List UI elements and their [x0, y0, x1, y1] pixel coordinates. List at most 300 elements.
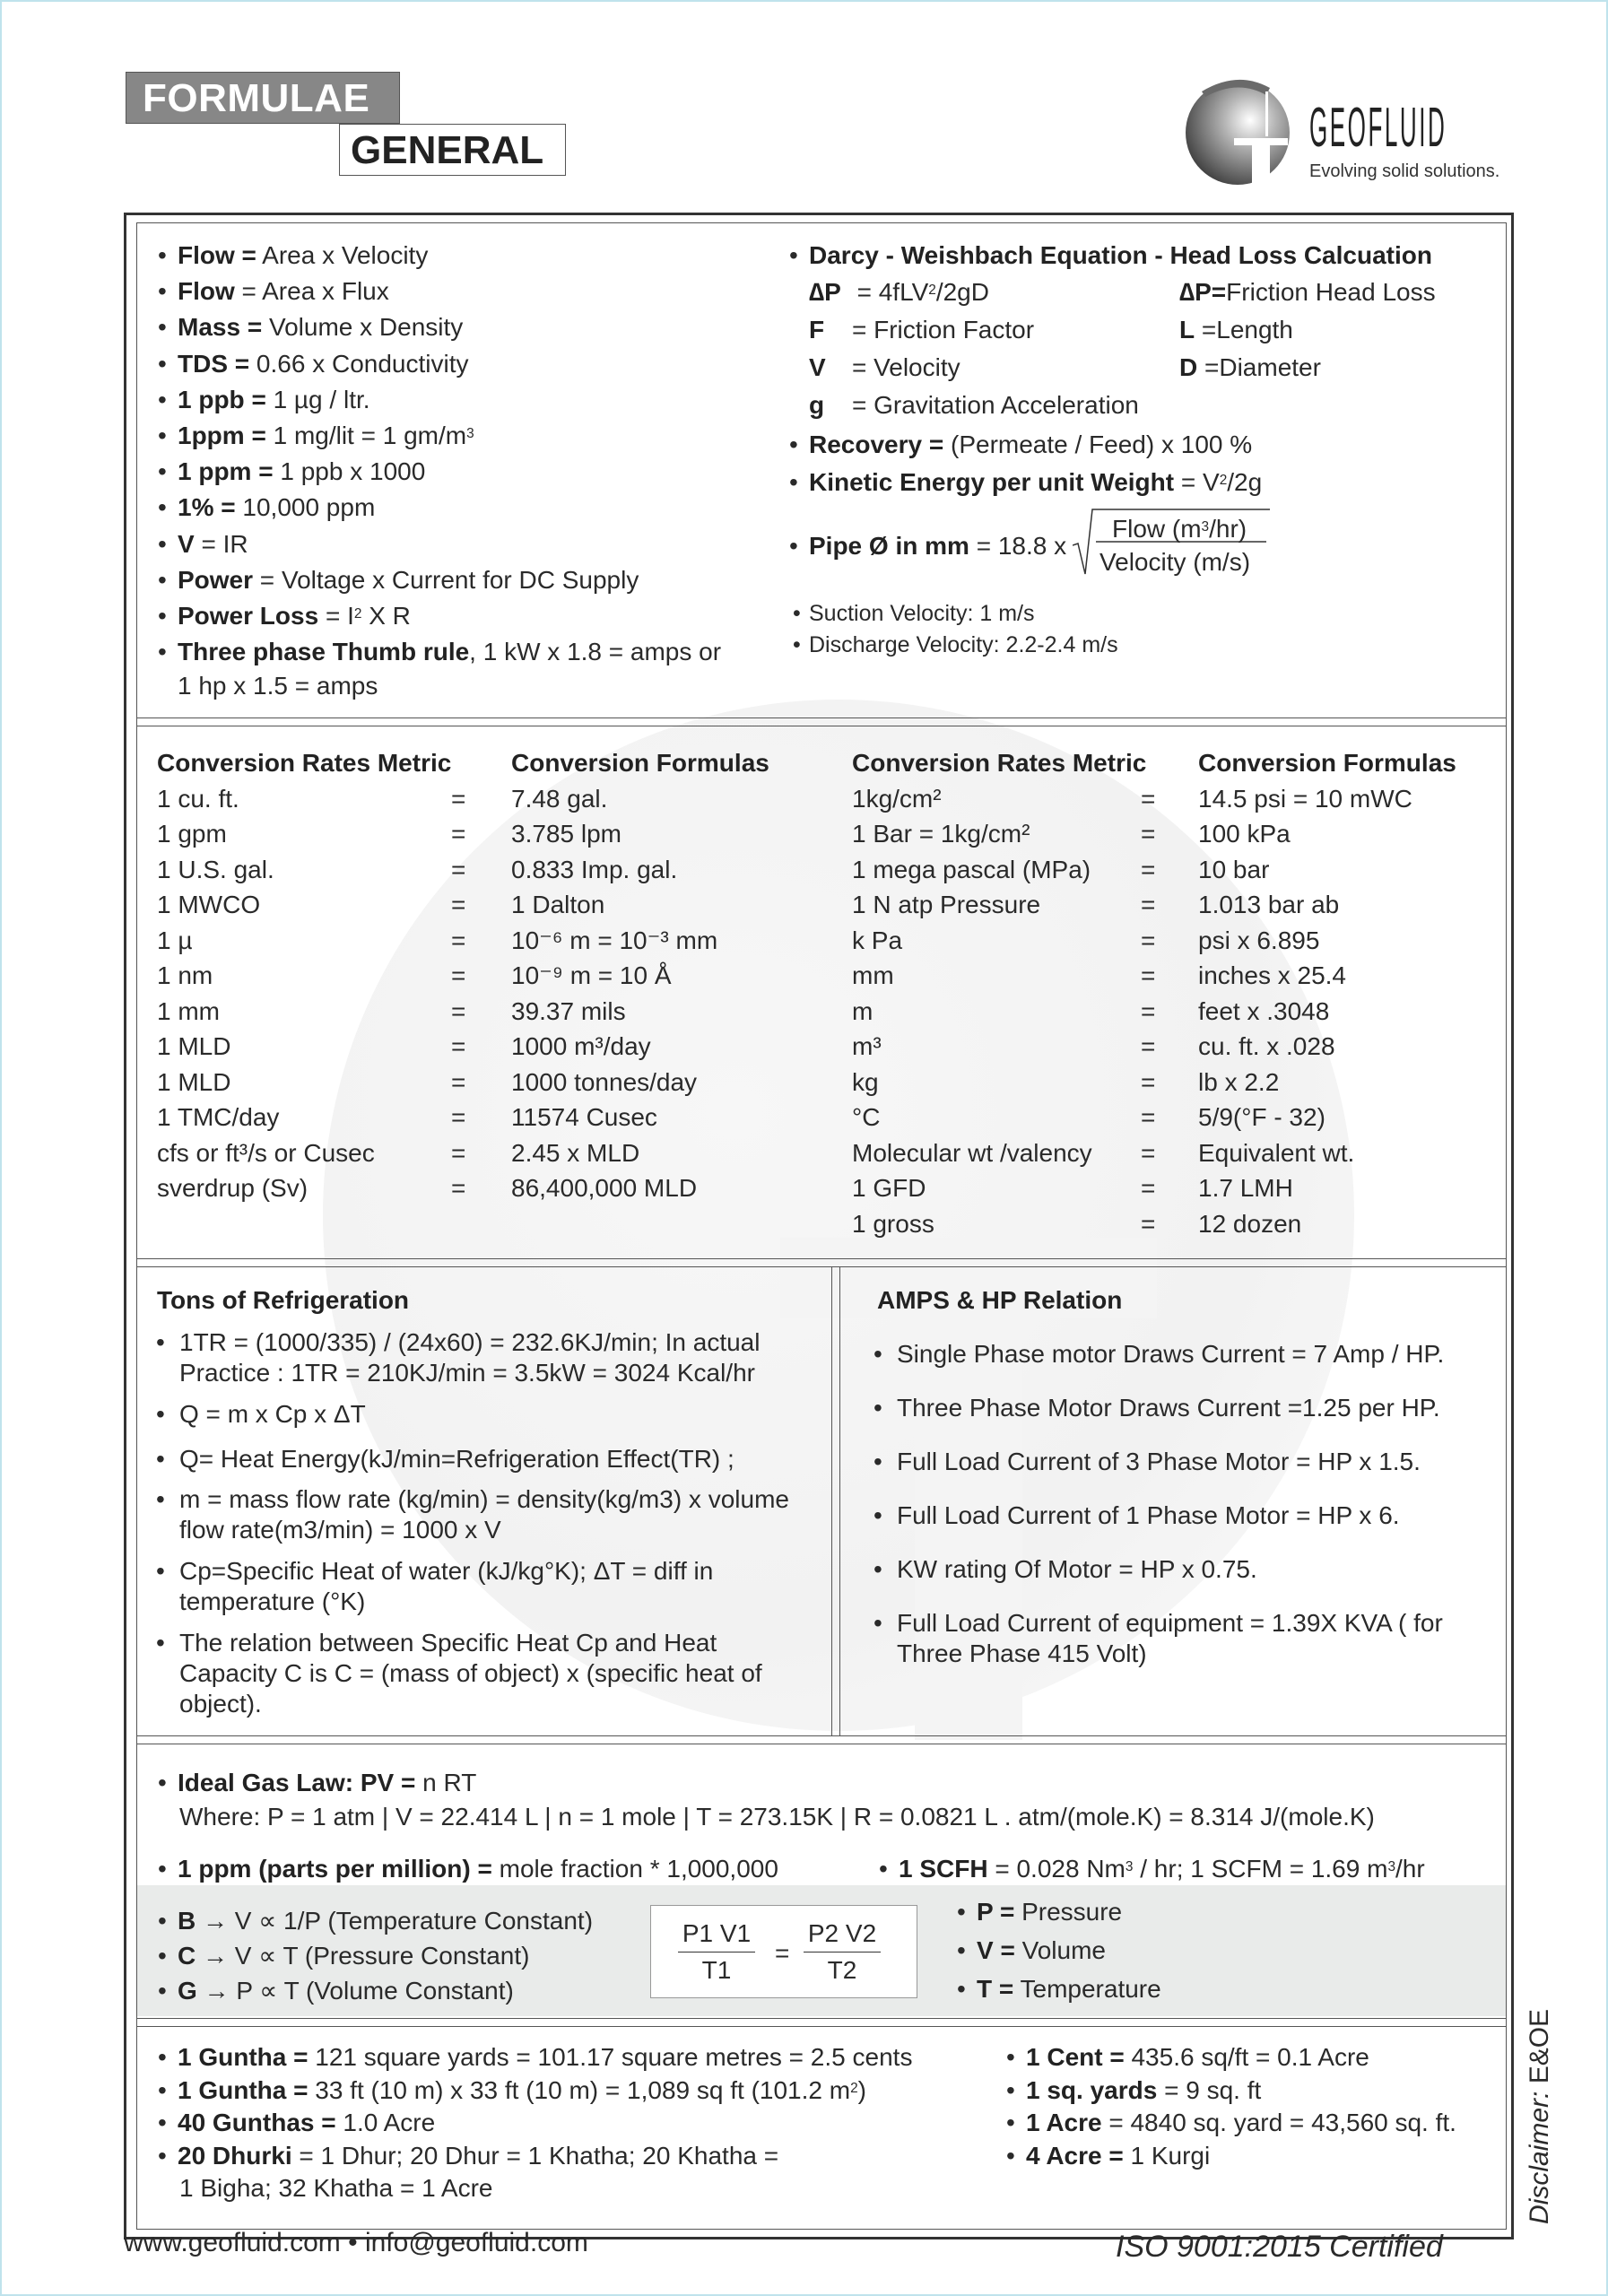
thumb-rule-continuation: 1 hp x 1.5 = amps: [178, 672, 378, 700]
def-text: = Friction Factor: [852, 316, 1035, 344]
unit-cell: °C: [852, 1103, 881, 1131]
refrigeration-item: [156, 1628, 807, 1719]
legend-symbol: P =: [977, 1898, 1015, 1926]
value-cell: 39.37 mils: [511, 996, 626, 1025]
unit-cell: kg: [852, 1067, 879, 1096]
bullet: •: [789, 468, 798, 496]
formula-line: [1006, 2074, 1261, 2107]
item-text: Full Load Current of 3 Phase Motor = HP x 1.5.: [897, 1448, 1421, 1475]
fraction-right: [804, 1919, 881, 1985]
value-cell: 1.7 LMH: [1198, 1174, 1293, 1202]
kinetic-energy-formula: [789, 465, 1262, 500]
disclaimer-label: Disclaimer:: [1525, 2091, 1554, 2224]
darcy-equation-after: /2gD: [935, 278, 989, 306]
numerator: P1 V1: [678, 1919, 755, 1952]
geofluid-logo-icon: [1184, 72, 1300, 188]
darcy-equation-main: = 4fLV: [856, 278, 929, 306]
table-row: [157, 852, 785, 888]
superscript: 3: [1387, 1859, 1395, 1874]
superscript: 3: [1201, 519, 1210, 535]
legend-text: Pressure: [1014, 1898, 1123, 1926]
equals-sign: =: [451, 1067, 466, 1096]
table-row: [157, 1065, 785, 1100]
bullet: •: [156, 1557, 165, 1585]
formula-label: Mass =: [178, 313, 263, 342]
law-letter: B: [178, 1907, 196, 1935]
table-row: [852, 1206, 1480, 1242]
bullet: •: [158, 457, 167, 486]
bullet: •: [158, 493, 167, 522]
footer-contact: www.geofluid.com • info@geofluid.com: [124, 2228, 588, 2257]
pipe-denominator: Velocity (m/s): [1100, 548, 1251, 576]
formula-label: Flow =: [178, 241, 256, 269]
item-text: Q= Heat Energy(kJ/min=Refrigeration Effect(TR) ;: [179, 1445, 734, 1473]
darcy-def-left: [809, 387, 1139, 423]
disclaimer: [1525, 2009, 1555, 2224]
table-row: [852, 994, 1480, 1030]
value-cell: lb x 2.2: [1198, 1067, 1280, 1096]
legend-text: Volume: [1014, 1936, 1106, 1964]
formula-line: [1006, 2107, 1456, 2139]
formula-value: 0.66 x Conductivity: [249, 349, 469, 378]
table-header: [157, 745, 785, 781]
bullet: •: [874, 1448, 882, 1475]
darcy-equation: [809, 274, 989, 310]
equals-sign: =: [1141, 1138, 1156, 1167]
law-text: → V ∝ 1/P (Temperature Constant): [196, 1907, 594, 1935]
darcy-def-left: [809, 350, 960, 386]
bullet: •: [879, 1855, 888, 1883]
formula-label: 1 sq. yards: [1026, 2075, 1158, 2104]
table-row: [852, 887, 1480, 923]
value-cell: 14.5 psi = 10 mWC: [1198, 784, 1412, 813]
bullet: •: [957, 1936, 966, 1964]
bullet: •: [156, 1485, 165, 1513]
formula-line: [158, 2107, 435, 2139]
unit-cell: m: [852, 996, 874, 1025]
suction-velocity: [793, 598, 1035, 629]
amps-item: [874, 1608, 1498, 1669]
def-symbol: V: [809, 353, 826, 381]
equals-sign: =: [1141, 996, 1156, 1025]
bullet: •: [158, 1907, 167, 1935]
formula-line: [1006, 2041, 1369, 2074]
bullet: •: [158, 2141, 167, 2170]
formula-line: [158, 238, 428, 274]
equals-sign: =: [1141, 926, 1156, 954]
formula-line: [158, 490, 375, 526]
law-letter: C: [178, 1942, 196, 1970]
table-row: [852, 1135, 1480, 1171]
refrigeration-item: [156, 1444, 807, 1474]
def-text: = Velocity: [852, 353, 960, 381]
equals-sign: =: [1141, 891, 1156, 918]
unit-cell: 1 cu. ft.: [157, 784, 239, 813]
amps-item: [874, 1393, 1498, 1423]
column-header-rates: Conversion Rates Metric: [852, 749, 1147, 777]
bullet: •: [158, 2075, 167, 2104]
numerator: P2 V2: [804, 1919, 881, 1952]
formula-value: , 1 kW x 1.8 = amps or: [469, 638, 722, 666]
value-cell: 5/9(°F - 32): [1198, 1103, 1326, 1131]
value-cell: 10⁻⁹ m = 10 Å: [511, 961, 672, 989]
bullet: •: [874, 1501, 882, 1529]
table-row: [157, 958, 785, 994]
def-symbol: D: [1179, 353, 1198, 381]
unit-cell: 1 mm: [157, 996, 220, 1025]
value-cell: 10 bar: [1198, 855, 1270, 883]
table-row: [852, 816, 1480, 852]
equals-sign: =: [451, 784, 466, 813]
table-header: [852, 745, 1480, 781]
amps-item: [874, 1500, 1498, 1531]
formula-value: Area x Velocity: [256, 241, 429, 269]
value-cell: 86,400,000 MLD: [511, 1174, 698, 1202]
table-row: [157, 887, 785, 923]
bullet: •: [158, 2043, 167, 2071]
equals-sign: =: [451, 1103, 466, 1131]
velocity-text: Suction Velocity: 1 m/s: [809, 601, 1035, 626]
ideal-gas-law: [158, 1765, 476, 1801]
bullet: •: [874, 1609, 882, 1637]
def-text: =Diameter: [1197, 353, 1321, 381]
darcy-def-right: [1179, 274, 1436, 310]
section-divider: [136, 2018, 1507, 2027]
equals-sign: =: [1141, 855, 1156, 883]
table-row: [852, 1065, 1480, 1100]
item-text: 1TR = (1000/335) / (24x60) = 232.6KJ/min; In actual Practice : 1TR = 210KJ/min = 3.5kW = 3024 Kcal/hr: [179, 1328, 761, 1387]
value-cell: 1000 tonnes/day: [511, 1067, 698, 1096]
amps-item: [874, 1339, 1498, 1370]
fraction-left: [678, 1919, 755, 1985]
formula-value: 1 Kurgi: [1123, 2141, 1211, 2170]
formula-line: [158, 454, 425, 490]
bullet: •: [156, 1400, 165, 1428]
bullet: •: [874, 1394, 882, 1422]
gas-legend-line: [957, 1933, 1106, 1969]
formula-line: [158, 2140, 778, 2172]
law-letter: G: [178, 1977, 197, 2005]
unit-cell: 1 GFD: [852, 1174, 926, 1202]
equals-sign: =: [451, 820, 466, 848]
bullet: •: [158, 1855, 167, 1883]
bullet: •: [158, 565, 167, 594]
formula-line: [158, 2074, 866, 2107]
table-row: [157, 923, 785, 959]
formula-value: 1.0 Acre: [335, 2109, 436, 2136]
unit-cell: 1 µ: [157, 926, 193, 954]
formula-value-after: ): [857, 2075, 866, 2104]
value-cell: 1.013 bar ab: [1198, 891, 1340, 918]
item-text: The relation between Specific Heat Cp and Heat Capacity C is C = (mass of object) x (specific heat of object).: [179, 1629, 762, 1718]
formula-line: [158, 309, 463, 345]
formula-value: Volume x Density: [262, 313, 464, 342]
table-row: [157, 816, 785, 852]
darcy-def-right: [1179, 350, 1321, 386]
def-symbol: F: [809, 316, 825, 344]
table-row: [157, 994, 785, 1030]
formula-value: = 9 sq. ft: [1157, 2075, 1262, 2104]
formula-label: 1 SCFH: [899, 1855, 988, 1883]
equals-sign: =: [1141, 1032, 1156, 1060]
formula-label: 1 ppm =: [178, 457, 274, 486]
value-cell: 0.833 Imp. gal.: [511, 855, 678, 883]
unit-cell: 1 gpm: [157, 820, 227, 848]
table-row: [157, 1029, 785, 1065]
table-row: [852, 923, 1480, 959]
ppm-mole-fraction: [158, 1851, 778, 1887]
value-cell: cu. ft. x .028: [1198, 1032, 1335, 1060]
formula-value: 121 square yards = 101.17 square metres = 2.5 cents: [308, 2043, 913, 2071]
value-cell: psi x 6.895: [1198, 926, 1320, 954]
formula-value: = 18.8 x: [969, 532, 1067, 560]
formula-label: V: [178, 529, 195, 558]
formula-label: 4 Acre =: [1026, 2141, 1124, 2170]
darcy-def-left: [809, 312, 1034, 348]
equals-sign: =: [1141, 1174, 1156, 1202]
def-text: = Gravitation Acceleration: [852, 391, 1139, 419]
iso-certification: ISO 9001:2015 Certified: [1116, 2230, 1443, 2264]
formula-label: 1 ppm (parts per million) =: [178, 1855, 492, 1883]
brand-name: GEOFLUID: [1309, 97, 1447, 159]
refrigeration-item: [156, 1327, 807, 1388]
value-cell: feet x .3048: [1198, 996, 1330, 1025]
bullet: •: [158, 1942, 167, 1970]
title-tag-formulae: FORMULAE: [126, 72, 400, 124]
formula-label: 20 Dhurki: [178, 2141, 292, 2170]
table-row: [157, 1170, 785, 1206]
unit-cell: 1 nm: [157, 961, 213, 989]
formula-value: = 0.028 Nm: [987, 1855, 1126, 1883]
unit-cell: 1 MWCO: [157, 891, 261, 918]
recovery-formula: [789, 427, 1252, 463]
gas-legend-line: [957, 1971, 1161, 2007]
def-text: =Length: [1195, 316, 1293, 344]
formula-line: [158, 562, 639, 598]
bullet: •: [158, 2109, 167, 2136]
gas-law-line: [158, 1973, 514, 2009]
unit-cell: 1 N atp Pressure: [852, 891, 1041, 918]
formula-line: [158, 382, 370, 418]
gas-law-line: [158, 1903, 593, 1939]
unit-cell: cfs or ft³/s or Cusec: [157, 1138, 375, 1167]
superscript: 2: [353, 606, 362, 622]
unit-cell: sverdrup (Sv): [157, 1174, 309, 1202]
item-text: Cp=Specific Heat of water (kJ/kg°K); ΔT = diff in temperature (°K): [179, 1557, 714, 1615]
formula-label: TDS =: [178, 349, 250, 378]
superscript: 2: [850, 2080, 858, 2096]
table-row: [157, 1135, 785, 1171]
numerator-text: Flow (m: [1112, 515, 1202, 543]
title-tag-general: GENERAL: [339, 124, 566, 176]
formula-line: [158, 274, 389, 309]
formula-label: Kinetic Energy per unit Weight: [809, 468, 1175, 496]
bullet: •: [1006, 2043, 1015, 2071]
unit-cell: 1 mega pascal (MPa): [852, 855, 1091, 883]
equals-sign: =: [451, 855, 466, 883]
def-symbol: ∆P=: [1179, 278, 1227, 306]
table-row: [157, 781, 785, 817]
unit-cell: 1kg/cm²: [852, 784, 942, 813]
formula-line: [158, 598, 411, 634]
velocity-text: Discharge Velocity: 2.2-2.4 m/s: [809, 632, 1118, 657]
formula-value: 1 mg/lit = 1 gm/m: [265, 422, 467, 449]
formula-value: (Permeate / Feed) x 100 %: [943, 430, 1253, 458]
table-row: [852, 852, 1480, 888]
bullet: •: [158, 602, 167, 630]
gas-law-line: [158, 1938, 529, 1974]
formula-label: Recovery =: [809, 430, 944, 458]
formula-value-after: / hr; 1 SCFM = 1.69 m: [1133, 1855, 1388, 1883]
formula-value: 1 µg / ltr.: [265, 385, 370, 413]
bullet: •: [158, 529, 167, 558]
item-text: Full Load Current of equipment = 1.39X KVA ( for Three Phase 415 Volt): [897, 1609, 1443, 1667]
value-cell: 12 dozen: [1198, 1209, 1302, 1238]
refrigeration-item: [156, 1556, 807, 1617]
unit-cell: 1 MLD: [157, 1032, 231, 1060]
bullet: •: [1006, 2075, 1015, 2104]
unit-cell: 1 Bar = 1kg/cm²: [852, 820, 1030, 848]
value-cell: Equivalent wt.: [1198, 1138, 1355, 1167]
formula-value: = 4840 sq. yard = 43,560 sq. ft.: [1101, 2109, 1456, 2136]
formula-label: 1ppm =: [178, 422, 266, 449]
formula-label: 1 Guntha =: [178, 2075, 309, 2104]
value-cell: 10⁻⁶ m = 10⁻³ mm: [511, 926, 718, 954]
equals-sign: =: [1141, 820, 1156, 848]
unit-cell: 1 TMC/day: [157, 1103, 280, 1131]
discharge-velocity: [793, 630, 1118, 660]
brand-tagline: Evolving solid solutions.: [1309, 161, 1500, 181]
column-header-formulas: Conversion Formulas: [1198, 749, 1456, 777]
value-cell: 1000 m³/day: [511, 1032, 651, 1060]
amps-item: [874, 1447, 1498, 1477]
amps-hp-title: AMPS & HP Relation: [877, 1286, 1123, 1314]
bullet: •: [158, 313, 167, 342]
unit-cell: 1 gross: [852, 1209, 934, 1238]
formula-value: 1 ppb x 1000: [273, 457, 426, 486]
bullet: •: [158, 422, 167, 449]
formula-label: 1 ppb =: [178, 385, 266, 413]
value-cell: 7.48 gal.: [511, 784, 608, 813]
delta-p-symbol: ∆P: [809, 278, 841, 306]
item-text: Q = m x Cp x ΔT: [179, 1400, 366, 1428]
bullet: •: [156, 1328, 165, 1356]
formula-label: Pipe Ø in mm: [809, 532, 969, 560]
value-cell: 2.45 x MLD: [511, 1138, 640, 1167]
denominator: T1: [701, 1956, 732, 1984]
section-divider: [136, 1735, 1507, 1744]
unit-cell: 1 MLD: [157, 1067, 231, 1096]
table-row: [852, 1029, 1480, 1065]
formula-value-after: /2g: [1227, 468, 1263, 496]
bullet: •: [789, 430, 798, 458]
bullet: •: [158, 277, 167, 306]
formula-label: Flow: [178, 277, 235, 306]
bullet: •: [1006, 2141, 1015, 2170]
equals-sign: =: [451, 1174, 466, 1202]
def-symbol: L: [1179, 316, 1195, 344]
bullet: •: [158, 349, 167, 378]
bullet: •: [957, 1975, 966, 2003]
formula-value-end: /hr: [1395, 1855, 1425, 1883]
formula-value: 10,000 ppm: [235, 493, 376, 522]
scfh-conversion: [879, 1851, 1425, 1887]
table-row: [852, 1100, 1480, 1135]
formula-value: = I: [318, 602, 354, 630]
bullet: •: [789, 241, 798, 269]
refrigeration-title: Tons of Refrigeration: [157, 1286, 410, 1314]
column-header-formulas: Conversion Formulas: [511, 749, 769, 777]
formula-line: [1006, 2140, 1210, 2172]
ideal-gas-where: Where: P = 1 atm | V = 22.414 L | n = 1 mole | T = 273.15K | R = 0.0821 L . atm/(mole.K) = 8.314 J/(mole.K): [179, 1803, 1375, 1831]
denominator: T2: [827, 1956, 857, 1984]
legend-symbol: T =: [977, 1975, 1014, 2003]
equals-sign: =: [451, 996, 466, 1025]
formula-value: = V: [1174, 468, 1220, 496]
bullet: •: [789, 532, 798, 560]
bullet: •: [957, 1898, 966, 1926]
bullet: •: [158, 1769, 167, 1796]
combined-equals: =: [775, 1939, 790, 1967]
formula-value: 33 ft (10 m) x 33 ft (10 m) = 1,089 sq ft (101.2 m: [308, 2075, 851, 2104]
darcy-title: [789, 238, 1432, 274]
equals-sign: =: [1141, 961, 1156, 989]
unit-cell: k Pa: [852, 926, 903, 954]
formula-value: 435.6 sq/ft = 0.1 Acre: [1124, 2043, 1369, 2071]
table-row: [157, 1100, 785, 1135]
formula-value: = IR: [194, 529, 248, 558]
formula-label: 1 Acre: [1026, 2109, 1102, 2136]
value-cell: 3.785 lpm: [511, 820, 621, 848]
unit-cell: mm: [852, 961, 894, 989]
pipe-diameter-formula: [789, 528, 1066, 564]
law-text: → P ∝ T (Volume Constant): [196, 1977, 514, 2005]
column-header-rates: Conversion Rates Metric: [157, 749, 452, 777]
formula-label: 40 Gunthas =: [178, 2109, 336, 2136]
formula-value: mole fraction * 1,000,000: [491, 1855, 778, 1883]
formula-value: n RT: [415, 1769, 477, 1796]
numerator-after: /hr): [1209, 515, 1247, 543]
formula-value: = Area x Flux: [234, 277, 389, 306]
table-row: [852, 1170, 1480, 1206]
bullet: •: [158, 638, 167, 666]
item-text: m = mass flow rate (kg/min) = density(kg/m3) x volume flow rate(m3/min) = 1000 x V: [179, 1485, 789, 1544]
formula-label: Ideal Gas Law: PV =: [178, 1769, 416, 1796]
superscript: 3: [1125, 1859, 1134, 1874]
item-text: Single Phase motor Draws Current = 7 Amp / HP.: [897, 1340, 1445, 1368]
bullet: •: [158, 1977, 167, 2005]
bullet: •: [874, 1555, 882, 1583]
darcy-title-text: Darcy - Weishbach Equation - Head Loss Calcuation: [809, 241, 1432, 269]
formula-line: [158, 346, 468, 382]
formula-line: [158, 418, 474, 454]
def-text: Friction Head Loss: [1226, 278, 1436, 306]
value-cell: inches x 25.4: [1198, 961, 1346, 989]
section-divider: [136, 718, 1507, 726]
refrigeration-item: [156, 1484, 807, 1545]
equals-sign: =: [1141, 1067, 1156, 1096]
darcy-equation-sup: 2: [928, 283, 936, 298]
formula-label: Power: [178, 565, 254, 594]
bullet: •: [1006, 2109, 1015, 2136]
legend-symbol: V =: [977, 1936, 1015, 1964]
value-cell: 11574 Cusec: [511, 1103, 657, 1131]
bullet: •: [158, 241, 167, 269]
formula-line: [158, 2041, 912, 2074]
law-text: → V ∝ T (Pressure Constant): [196, 1942, 530, 1970]
item-text: Three Phase Motor Draws Current =1.25 per HP.: [897, 1394, 1440, 1422]
conversion-table-right: [852, 745, 1480, 1241]
